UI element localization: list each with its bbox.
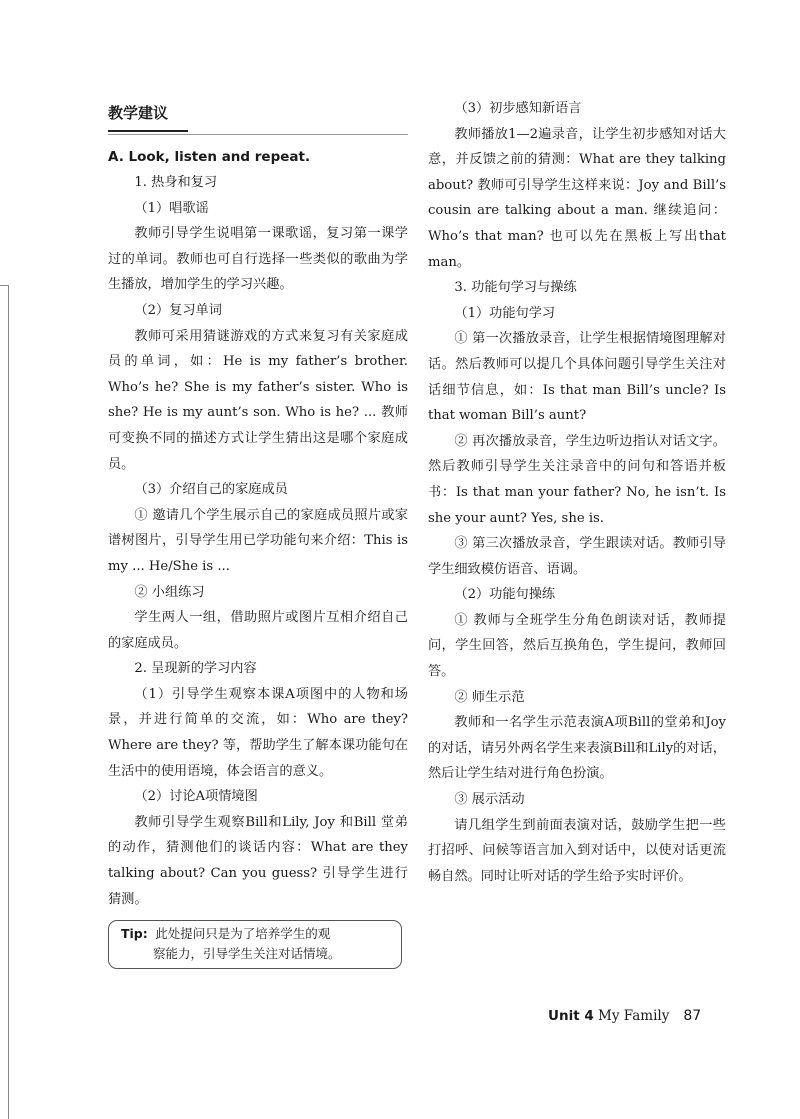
paragraph: 教师引导学生观察Bill和Lily, Joy 和Bill 堂弟的动作，猜测他们的谈话内容：What are they talking about? Can you guess? 引导学生进行猜测。 <box>108 814 408 907</box>
paragraph: ② 小组练习 <box>134 584 205 600</box>
paragraph: 3. 功能句学习与操练 <box>454 280 577 296</box>
paragraph: 教师可采用猜谜游戏的方式来复习有关家庭成员的单词，如：He is my father’s brother. Who’s he? She is my father’s sister. Who is she? He is my aunt’s son. Who is he? ... 教师可变换不同的描述方式让学生猜出这是哪个家庭成员。 <box>108 328 408 472</box>
paragraph: ① 第一次播放录音，让学生根据情境图理解对话。然后教师可以提几个具体问题引导学生关注对话细节信息，如：Is that man Bill’s uncle? Is that woman Bill’s aunt? <box>428 331 726 424</box>
footer-title: My Family <box>593 1008 670 1024</box>
paragraph: ③ 展示活动 <box>454 792 525 808</box>
paragraph: 教师和一名学生示范表演A项Bill的堂弟和Joy的对话，请另外两名学生来表演Bill和Lily的对话，然后让学生结对进行角色扮演。 <box>428 715 726 782</box>
paragraph: ② 师生示范 <box>454 689 525 705</box>
left-column <box>108 96 408 969</box>
paragraph: （2）功能句操练 <box>454 587 556 603</box>
section-title: 教学建议 <box>108 100 188 130</box>
tip-label: Tip: <box>121 926 148 942</box>
paragraph: 请几组学生到前面表演对话，鼓励学生把一些打招呼、问候等语言加入到对话中，以使对话更流畅自然。同时让听对话的学生给予实时评价。 <box>428 817 726 884</box>
paragraph: 1. 热身和复习 <box>134 175 218 190</box>
tip-text: 此处提问只是为了培养学生的观 <box>147 926 331 942</box>
paragraph: （1）唱歌谣 <box>134 200 209 216</box>
page-margin-bar <box>0 285 9 1119</box>
paragraph: 教师引导学生说唱第一课歌谣，复习第一课学过的单词。教师也可自行选择一些类似的歌曲为学生播放，增加学生的学习兴趣。 <box>108 226 408 293</box>
paragraph: 学生两人一组，借助照片或图片互相介绍自己的家庭成员。 <box>108 610 408 651</box>
section-header <box>108 100 408 130</box>
page-number: 87 <box>683 1008 702 1024</box>
page-footer <box>548 1008 701 1024</box>
paragraph: （3）介绍自己的家庭成员 <box>134 482 288 498</box>
footer-unit: Unit 4 <box>548 1008 594 1024</box>
tip-text: 察能力，引导学生关注对话情境。 <box>153 946 341 962</box>
paragraph: （3）初步感知新语言 <box>454 101 582 116</box>
paragraph: （1）引导学生观察本课A项图中的人物和场景，并进行简单的交流，如：Who are they? Where are they? 等，帮助学生了解本课功能句在生活中的使用语境，体会语言的意义。 <box>108 686 408 779</box>
paragraph: （1）功能句学习 <box>454 305 556 321</box>
paragraph: ① 教师与全班学生分角色朗读对话，教师提问，学生回答，然后互换角色，学生提问，教师回答。 <box>428 612 726 680</box>
paragraph: （2）复习单词 <box>134 302 222 318</box>
section-divider <box>108 134 408 135</box>
right-column <box>428 96 726 889</box>
paragraph: （2）讨论A项情境图 <box>134 789 258 805</box>
paragraph: ② 再次播放录音，学生边听边指认对话文字。然后教师引导学生关注录音中的问句和答语并板书：Is that man your father? No, he isn’t. Is she your aunt? Yes, she is. <box>428 433 726 526</box>
tip-box <box>108 920 402 969</box>
paragraph: ③ 第三次播放录音，学生跟读对话。教师引导学生细致模仿语音、语调。 <box>428 536 726 577</box>
paragraph: 2. 呈现新的学习内容 <box>134 661 257 677</box>
section-a-heading: A. Look, listen and repeat. <box>108 149 311 165</box>
paragraph: 教师播放1—2遍录音，让学生初步感知对话大意，并反馈之前的猜测：What are they talking about? 教师可引导学生这样来说：Joy and Bill’s cousin are talking about a man. 继续追问：Who’s that man? 也可以先在黑板上写出that man。 <box>428 126 726 270</box>
paragraph: ① 邀请几个学生展示自己的家庭成员照片或家谱树图片，引导学生用已学功能句来介绍：This is my ... He/She is ... <box>108 507 408 574</box>
